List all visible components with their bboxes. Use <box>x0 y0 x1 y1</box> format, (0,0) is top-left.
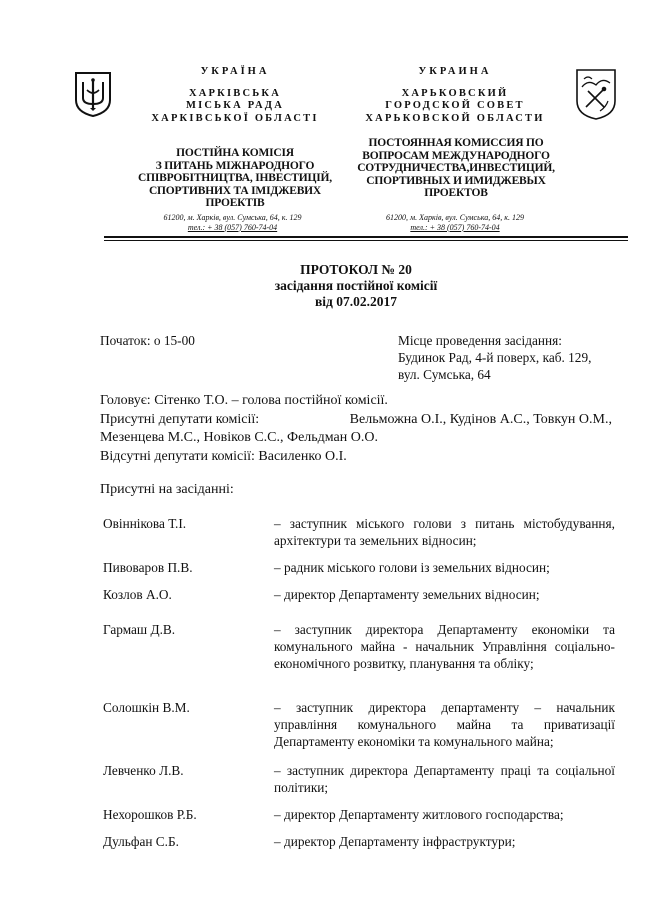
header-left-line2: ХАРКІВСЬКА <box>188 87 281 99</box>
header-divider-thick <box>104 236 628 238</box>
commission-left-line: ПРОЕКТІВ <box>205 197 265 209</box>
attendee-name: Дульфан С.Б. <box>103 834 179 849</box>
header-left-country: УКРАЇНА <box>200 66 270 77</box>
attendee-name: Солошкін В.М. <box>103 700 190 715</box>
attendee-role: – директор Департаменту земельних відносин; <box>274 587 540 602</box>
address-right: 61200, м. Харків, вул. Сумська, 64, к. 129 <box>386 213 524 222</box>
commission-left-line: З ПИТАНЬ МІЖНАРОДНОГО <box>155 159 315 172</box>
attendance-block <box>100 392 612 466</box>
phone-left: тел.: + 38 (057) 760-74-04 <box>187 222 278 232</box>
meeting-start: Початок: о 15-00 <box>100 333 195 348</box>
attendee-name: Гармаш Д.В. <box>103 622 176 637</box>
header-left-commission <box>125 147 345 210</box>
place-label: Місце проведення засідання: <box>398 333 562 348</box>
at-meeting-label: Присутні на засіданні: <box>100 482 234 497</box>
header-left-contacts <box>125 213 340 232</box>
attendee-name: Нехорошков Р.Б. <box>103 807 197 822</box>
title-date: від 07.02.2017 <box>315 294 397 309</box>
header-right-line2: ХАРЬКОВСКИЙ <box>401 87 509 99</box>
commission-right-line: СПОРТИВНЫХ И ИМИДЖЕВЫХ <box>366 174 546 187</box>
header-left-block <box>130 66 340 125</box>
commission-left-line: СПОРТИВНИХ ТА ІМІДЖЕВИХ <box>148 184 322 197</box>
title-protocol: ПРОТОКОЛ № 20 <box>300 262 412 277</box>
commission-left-line: СПІВРОБІТНИЦТВА, ІНВЕСТИЦІЙ, <box>138 172 332 184</box>
kharkiv-emblem-icon <box>574 67 618 126</box>
attendee-role: – директор Департаменту житлового господарства; <box>274 807 564 822</box>
present-label: Присутні депутати комісії: <box>100 411 260 427</box>
address-left: 61200, м. Харків, вул. Сумська, 64, к. 129 <box>163 213 302 222</box>
header-left-line3: МІСЬКА РАДА <box>185 100 284 111</box>
chair-line: Головує: Сітенко Т.О. – голова постійної комісії. <box>100 393 388 408</box>
attendee-role: – заступник директора департаменту – начальник управління комунального майна та приватизації Департаменту економіки та комунального майна; <box>274 700 615 749</box>
present-names: Вельможна О.І., Кудінов А.С., Товкун О.М., <box>349 411 612 427</box>
header-left-line4: ХАРКІВСЬКОЇ ОБЛАСТІ <box>151 112 319 124</box>
commission-left-line: ПОСТІЙНА КОМІСІЯ <box>176 147 294 159</box>
ukraine-coat-of-arms-icon <box>73 70 113 123</box>
place-street: вул. Сумська, 64 <box>398 367 491 382</box>
header-right-block <box>355 66 555 125</box>
place-building: Будинок Рад, 4-й поверх, каб. 129, <box>398 350 592 365</box>
attendee-role: – заступник директора Департаменту економіки та комунального майна - начальник Управління соціально-економічного розвитку, планування та обліку; <box>274 622 615 671</box>
attendee-name: Левченко Л.В. <box>103 763 184 778</box>
commission-right-line: ПРОЕКТОВ <box>424 187 488 199</box>
header-right-line3: ГОРОДСКОЙ СОВЕТ <box>385 100 525 111</box>
commission-right-line: ВОПРОСАМ МЕЖДУНАРОДНОГО <box>362 149 550 162</box>
present-names-cont: Мезенцева М.С., Новіков С.С., Фельдман О.О. <box>100 430 378 445</box>
attendee-name: Пивоваров П.В. <box>103 560 193 575</box>
phone-right: тел.: + 38 (057) 760-74-04 <box>410 222 500 232</box>
commission-right-line: ПОСТОЯННАЯ КОМИССИЯ ПО <box>368 137 544 149</box>
title-session: засідання постійної комісії <box>274 278 438 293</box>
meeting-place <box>398 332 618 383</box>
header-right-commission <box>350 137 562 200</box>
header-right-contacts <box>350 213 560 232</box>
attendee-role: – радник міського голови із земельних відносин; <box>274 560 550 575</box>
header-divider-thin <box>104 240 628 241</box>
attendee-role: – директор Департаменту інфраструктури; <box>274 834 516 849</box>
commission-right-line: СОТРУДНИЧЕСТВА,ИНВЕСТИЦИЙ, <box>357 162 555 174</box>
present-line <box>100 411 612 430</box>
absent-line: Відсутні депутати комісії: Василенко О.І. <box>100 448 347 464</box>
header-right-line4: ХАРЬКОВСКОЙ ОБЛАСТИ <box>365 112 545 124</box>
attendee-role: – заступник міського голови з питань містобудування, архітектури та земельних відносин; <box>274 516 615 548</box>
header-right-country: УКРАИНА <box>418 66 492 77</box>
attendee-name: Овіннікова Т.І. <box>103 516 187 531</box>
document-title <box>100 262 612 310</box>
attendee-name: Козлов А.О. <box>103 587 172 602</box>
attendee-role: – заступник директора Департаменту праці та соціальної політики; <box>274 763 615 795</box>
